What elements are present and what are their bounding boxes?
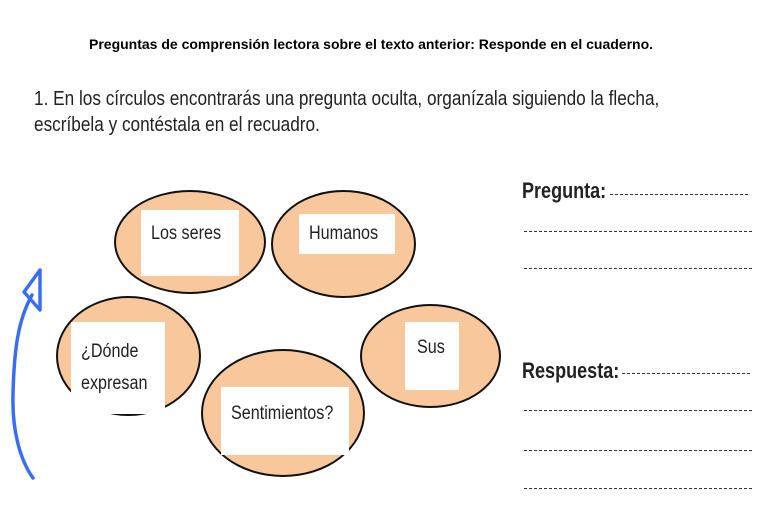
question-line-3[interactable] — [524, 268, 752, 269]
instruction-line-1: 1. En los círculos encontrarás una pregunta oculta, organízala siguiendo la flecha, — [34, 88, 660, 110]
question-label: Pregunta: — [522, 178, 607, 203]
answer-label: Respuesta: — [522, 358, 620, 383]
answer-line-3[interactable] — [524, 450, 752, 451]
word-humanos: Humanos — [309, 223, 379, 244]
word-expresan: expresan — [81, 373, 148, 394]
page-heading: Preguntas de comprensión lectora sobre el texto anterior: Responde en el cuaderno. — [89, 36, 654, 52]
question-line-2[interactable] — [524, 231, 752, 232]
answer-line-4[interactable] — [524, 488, 752, 489]
answer-line-1[interactable] — [622, 373, 750, 374]
word-sentimientos: Sentimientos? — [231, 403, 334, 424]
instruction-line-2: escríbela y contéstala en el recuadro. — [34, 114, 320, 136]
word-donde: ¿Dónde — [81, 341, 139, 362]
question-line-1[interactable] — [610, 194, 748, 195]
word-los-seres: Los seres — [151, 223, 222, 244]
answer-line-2[interactable] — [524, 410, 752, 411]
word-sus: Sus — [417, 337, 445, 358]
